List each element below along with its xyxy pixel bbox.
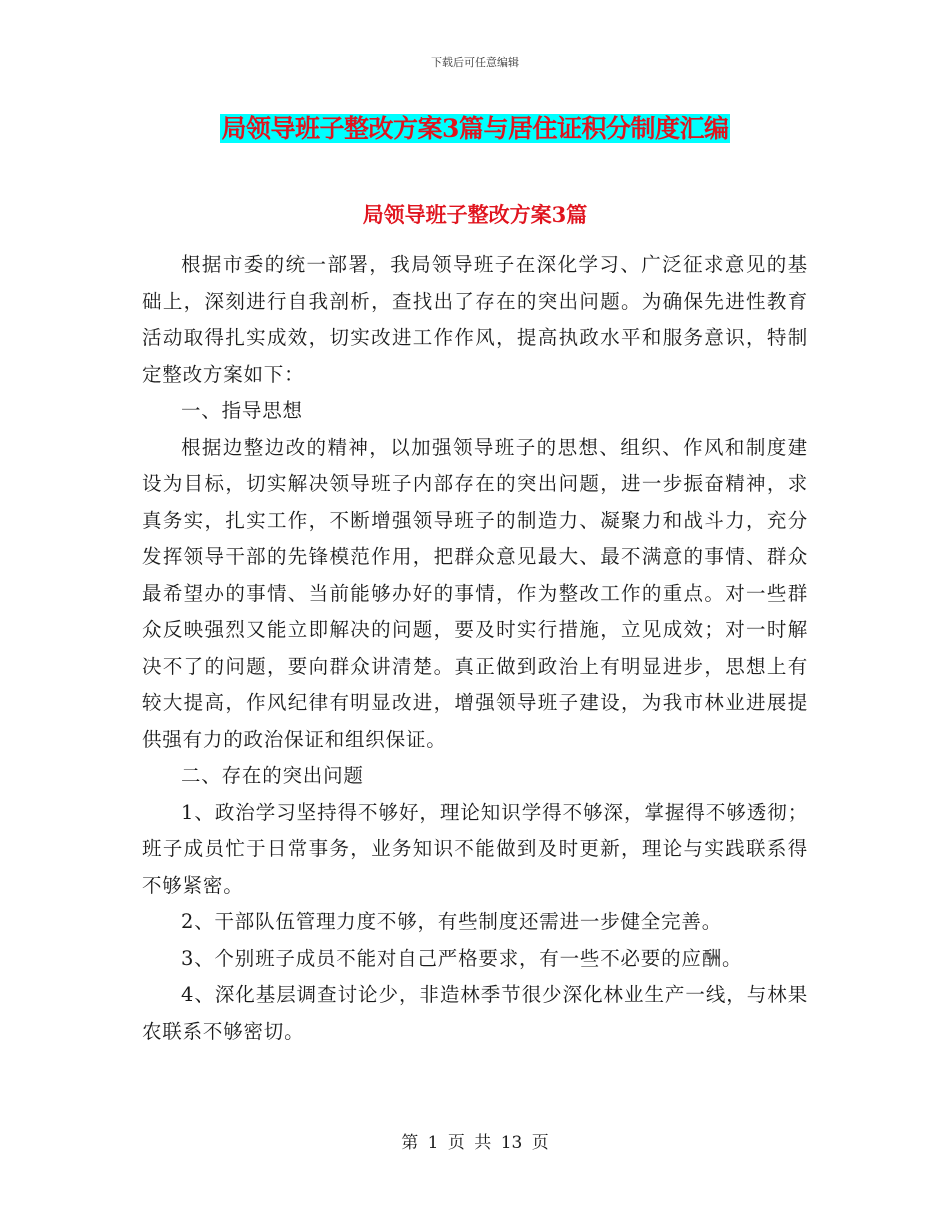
document-main-title	[0, 113, 950, 145]
problem-item-1: 1、政治学习坚持得不够好，理论知识学得不够深，掌握得不够透彻；班子成员忙于日常事务，业务知识不能做到及时更新，理论与实践联系得不够紧密。	[142, 800, 808, 897]
problem-item-4: 4、深化基层调查讨论少，非造林季节很少深化林业生产一线，与林果农联系不够密切。	[142, 983, 808, 1043]
page-footer-number: 第 1 页 共 13 页	[401, 1133, 549, 1153]
document-body	[142, 247, 808, 1050]
page-header-note: 下载后可任意编辑	[431, 56, 519, 69]
problem-item-3: 3、个别班子成员不能对自己严格要求，有一些不必要的应酬。	[181, 946, 743, 970]
main-title-highlight: 局领导班子整改方案3篇与居住证积分制度汇编	[221, 114, 729, 143]
problem-item-2: 2、干部队伍管理力度不够，有些制度还需进一步健全完善。	[181, 910, 723, 933]
document-sub-title: 局领导班子整改方案3篇	[362, 202, 588, 227]
paragraph-guiding-ideology: 根据边整边改的精神，以加强领导班子的思想、组织、作风和制度建设为目标，切实解决领导班子内部存在的突出问题，进一步振奋精神，求真务实，扎实工作，不断增强领导班子的制造力、凝聚力和战斗力，充分发挥领导干部的先锋模范作用，把群众意见最大、最不满意的事情、群众最希望办的事情、当前能够办好的事情，作为整改工作的重点。对一些群众反映强烈又能立即解决的问题，要及时实行措施，立见成效；对一时解决不了的问题，要向群众讲清楚。真正做到政治上有明显进步，思想上有较大提高，作风纪律有明显改进，增强领导班子建设，为我市林业进展提供强有力的政治保证和组织保证。	[142, 435, 808, 751]
paragraph-intro: 根据市委的统一部署，我局领导班子在深化学习、广泛征求意见的基础上，深刻进行自我剖析，查找出了存在的突出问题。为确保先进性教育活动取得扎实成效，切实改进工作作风，提高执政水平和服务意识，特制定整改方案如下：	[142, 253, 808, 386]
section-heading-guiding-ideology: 一、指导思想	[181, 399, 303, 422]
section-heading-problems: 二、存在的突出问题	[181, 764, 364, 787]
